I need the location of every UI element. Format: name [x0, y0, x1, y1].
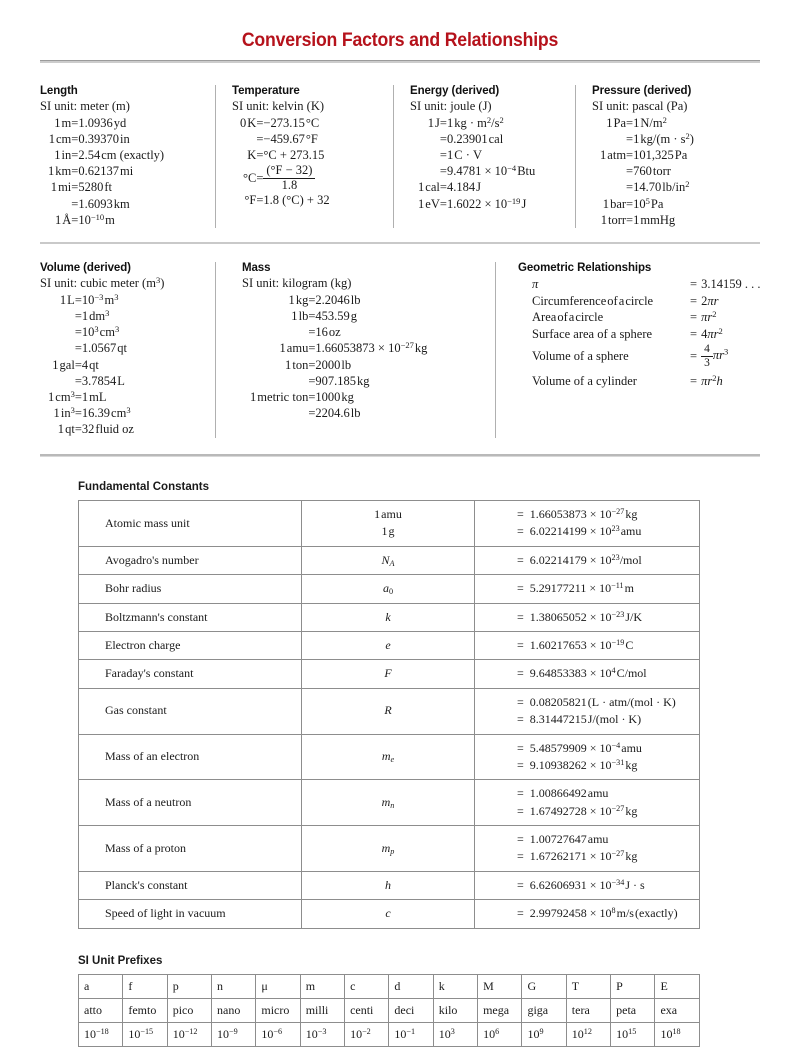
constant-symbol: $m_p$ — [302, 826, 475, 872]
band-divider-rule — [40, 242, 760, 244]
table-row — [79, 631, 700, 659]
row: 1 km = 0.62137 mi — [48, 164, 134, 179]
prefix-factor: $10^{18}$ — [655, 1022, 700, 1046]
table-row-symbols — [79, 974, 700, 998]
prefix-factor: $10^{12}$ — [566, 1022, 610, 1046]
row: = 2204.6 lb — [308, 406, 361, 421]
constant-symbol: $a_0$ — [302, 575, 475, 603]
row: = 16 oz — [308, 325, 341, 340]
constant-name: Atomic mass unit — [79, 501, 302, 547]
table-si-prefixes — [78, 974, 700, 1047]
table-geometric — [532, 276, 760, 390]
row: 1 Å = $10^{-10}$ m — [54, 211, 115, 227]
constant-value: = $5.48579909 \times 10^{-4}$ amu = $9.10938262 \times 10^{-31}$ kg — [475, 734, 700, 780]
table-row — [79, 900, 700, 928]
sphere-volume-fraction — [701, 343, 713, 369]
si-unit-pressure: SI unit: pascal (Pa) — [592, 99, 688, 113]
prefix-name: exa — [655, 998, 700, 1022]
prefix-symbol: a — [79, 974, 123, 998]
constant-value: = $6.02214179 \times 10^{23}$/mol — [475, 546, 700, 574]
si-unit-mass: SI unit: kilogram (kg) — [242, 276, 352, 291]
constant-value: = 0.08205821 (L · atm/(mol · K) = 8.31447215 J/(mol · K) — [475, 688, 700, 734]
constant-value: = $1.38065052 \times 10^{-23}$ J/K — [475, 603, 700, 631]
section-heading-mass: Mass — [242, 262, 271, 275]
row: 1 cal = 4.184 J — [418, 180, 481, 195]
constant-name: Electron charge — [79, 631, 302, 659]
section-geometric — [495, 262, 760, 438]
section-length — [40, 85, 215, 228]
row: Surface area of a sphere = $4\pi r^2$ — [532, 325, 723, 341]
prefix-name: milli — [300, 998, 344, 1022]
table-energy — [418, 115, 535, 212]
row: = 14.70 $lb/in^2$ — [626, 179, 690, 195]
section-heading-length: Length — [40, 85, 78, 97]
constant-symbol: $m_n$ — [302, 780, 475, 826]
prefix-symbol: c — [345, 974, 389, 998]
prefix-name: peta — [611, 998, 655, 1022]
row: 1 Pa = 1 $N/m^2$ — [606, 114, 667, 130]
section-pressure — [575, 85, 760, 228]
constant-name: Speed of light in vacuum — [79, 900, 302, 928]
si-unit-temperature: SI unit: kelvin (K) — [232, 99, 325, 113]
prefix-factor: $10^{15}$ — [611, 1022, 655, 1046]
constant-value: = $2.99792458 \times 10^8$ m/s (exactly) — [475, 900, 700, 928]
table-row — [79, 546, 700, 574]
si-unit-length: SI unit: meter (m) — [40, 99, 130, 113]
prefix-name: giga — [522, 998, 566, 1022]
constant-value: = $1.66053873 \times 10^{-27}$ kg = $6.02214199 \times 10^{23}$ amu — [475, 501, 700, 547]
row: 1 m = 1.0936 yd — [54, 115, 127, 130]
title-rule — [40, 60, 760, 63]
prefix-factor: $10^9$ — [522, 1022, 566, 1046]
row: 1 in = 2.54 cm (exactly) — [54, 147, 165, 162]
section-heading-volume: Volume (derived) — [40, 262, 131, 275]
section-mass — [215, 262, 495, 438]
table-row-factors — [79, 1022, 700, 1046]
constant-symbol: h — [302, 871, 475, 899]
section-energy — [393, 85, 575, 228]
prefix-name: femto — [123, 998, 167, 1022]
prefix-symbol: k — [433, 974, 477, 998]
table-mass — [250, 292, 427, 422]
prefix-name: centi — [345, 998, 389, 1022]
row: 1 cm = 0.39370 in — [48, 131, 130, 146]
conversion-band-1 — [40, 85, 760, 228]
row: 1 mi = 5280 ft — [50, 180, 113, 195]
table-row — [79, 660, 700, 688]
table-row — [79, 575, 700, 603]
section-volume — [40, 262, 215, 438]
prefix-symbol: p — [167, 974, 211, 998]
prefix-name: deci — [389, 998, 433, 1022]
constant-name: Avogadro's number — [79, 546, 302, 574]
constant-name: Mass of an electron — [79, 734, 302, 780]
constant-symbol: R — [302, 688, 475, 734]
section-heading-energy: Energy (derived) — [410, 85, 500, 97]
prefix-symbol: P — [611, 974, 655, 998]
constant-value: = $1.60217653 \times 10^{-19}$ C — [475, 631, 700, 659]
si-unit-volume: SI unit: cubic meter $(m^3)$ — [40, 275, 165, 291]
prefix-name: pico — [167, 998, 211, 1022]
row: Area of a circle = $\pi r^2$ — [532, 309, 717, 325]
table-row — [79, 826, 700, 872]
constant-symbol: 1 amu 1 g — [302, 501, 475, 547]
si-unit-energy: SI unit: joule (J) — [410, 99, 492, 113]
constant-name: Bohr radius — [79, 575, 302, 603]
page-title: Conversion Factors and Relationships — [241, 30, 559, 51]
section-heading-geometric: Geometric Relationships — [518, 262, 652, 275]
table-row — [79, 688, 700, 734]
prefix-symbol: μ — [256, 974, 300, 998]
row: = 1 $kg/(m \cdot s^2)$ — [626, 130, 694, 146]
fraction-denominator: 3 — [701, 356, 713, 369]
prefix-factor: $10^{-3}$ — [300, 1022, 344, 1046]
prefix-name: nano — [212, 998, 256, 1022]
constant-symbol: k — [302, 603, 475, 631]
section-temperature — [215, 85, 393, 228]
fundamental-constants-section — [78, 481, 800, 929]
row: = $9.4781 \times 10^{-4}$ Btu — [439, 163, 536, 179]
constant-name: Mass of a proton — [79, 826, 302, 872]
row: 0 K = −273.15 °C — [240, 115, 320, 130]
constant-symbol: $m_e$ — [302, 734, 475, 780]
row-fraction: Volume of a sphere = $\frac{4}{3}$ $\pi r^3$ — [532, 343, 729, 369]
fundamental-constants-heading: Fundamental Constants — [78, 481, 209, 493]
prefix-symbol: d — [389, 974, 433, 998]
prefix-name: kilo — [433, 998, 477, 1022]
fraction-numerator: (°F − 32) — [266, 163, 313, 178]
table-volume — [48, 292, 134, 438]
prefix-symbol: f — [123, 974, 167, 998]
row: π = 3.14159 . . . — [532, 277, 761, 292]
prefix-symbol: T — [566, 974, 610, 998]
celsius-formula-fraction — [263, 164, 315, 192]
table-row — [79, 734, 700, 780]
constant-name: Planck's constant — [79, 871, 302, 899]
prefix-name: atto — [79, 998, 123, 1022]
prefix-name: mega — [478, 998, 522, 1022]
conversion-band-2 — [40, 262, 760, 438]
fraction-denominator: 1.8 — [263, 178, 315, 193]
section-heading-pressure: Pressure (derived) — [592, 85, 692, 97]
row: 1 ton = 2000 lb — [285, 357, 352, 372]
prefix-factor: $10^{-18}$ — [79, 1022, 123, 1046]
row: 1 $cm^3$ = 1 mL — [48, 388, 107, 405]
fraction-numerator: 4 — [704, 343, 710, 356]
prefix-symbol: n — [212, 974, 256, 998]
table-fundamental-constants — [78, 500, 700, 929]
row: 1 gal = 4 qt — [52, 357, 99, 372]
constant-symbol: c — [302, 900, 475, 928]
prefix-factor: $10^{-1}$ — [389, 1022, 433, 1046]
constant-value: = $6.62606931 \times 10^{-34}$ J · s — [475, 871, 700, 899]
table-row — [79, 501, 700, 547]
row: 1 $in^3$ = 16.39 $cm^3$ — [53, 405, 131, 421]
row: 1 torr = 1 mmHg — [600, 212, 676, 227]
table-row-names — [79, 998, 700, 1022]
prefix-factor: $10^{-9}$ — [212, 1022, 256, 1046]
row: Circumference of a circle = 2πr — [532, 293, 719, 308]
prefix-symbol: G — [522, 974, 566, 998]
row: = $10^3$ $cm^3$ — [74, 324, 120, 340]
row: 1 bar = $10^5$ Pa — [602, 195, 664, 211]
prefix-symbol: m — [300, 974, 344, 998]
row: 1 eV = $1.6022 \times 10^{-19}$ J — [418, 195, 527, 211]
row: = 1.0567 qt — [74, 341, 128, 356]
constant-name: Faraday's constant — [79, 660, 302, 688]
section-heading-temperature: Temperature — [232, 85, 300, 97]
table-length — [48, 115, 164, 228]
prefix-factor: $10^{-12}$ — [167, 1022, 211, 1046]
constant-symbol: e — [302, 631, 475, 659]
constant-name: Boltzmann's constant — [79, 603, 302, 631]
row: K = °C + 273.15 — [247, 147, 325, 162]
prefix-factor: $10^{-2}$ — [345, 1022, 389, 1046]
prefix-symbol: E — [655, 974, 700, 998]
row: = −459.67 °F — [256, 131, 318, 146]
si-prefixes-heading: SI Unit Prefixes — [78, 954, 163, 967]
prefix-name: micro — [256, 998, 300, 1022]
constant-value: = $5.29177211 \times 10^{-11}$ m — [475, 575, 700, 603]
prefix-factor: $10^{-15}$ — [123, 1022, 167, 1046]
row: = 0.23901 cal — [439, 131, 504, 146]
row: 1 atm = 101,325 Pa — [600, 147, 688, 162]
table-temperature — [240, 115, 330, 209]
row: = 1 C · V — [439, 147, 483, 162]
row: 1 qt = 32 fluid oz — [57, 422, 134, 437]
constant-name: Mass of a neutron — [79, 780, 302, 826]
row: 1 kg = 2.2046 lb — [288, 292, 361, 307]
prefix-factor: $10^3$ — [433, 1022, 477, 1046]
row: 1 L = $10^{-3}$ $m^3$ — [59, 291, 119, 307]
band-bottom-rule — [40, 454, 760, 457]
constant-value: = 1.00727647 amu = $1.67262171 \times 10^{-27}$ kg — [475, 826, 700, 872]
constant-name: Gas constant — [79, 688, 302, 734]
prefix-factor: $10^{-6}$ — [256, 1022, 300, 1046]
constant-value: = $9.64853383 \times 10^4$ C/mol — [475, 660, 700, 688]
constant-symbol: $N_A$ — [302, 546, 475, 574]
table-row — [79, 603, 700, 631]
row: = 1.6093 km — [71, 196, 130, 211]
row: = 3.7854 L — [74, 373, 125, 388]
row: = 1 $dm^3$ — [74, 308, 110, 324]
table-pressure — [600, 115, 694, 228]
constant-value: = 1.00866492 amu = $1.67492728 \times 10^{-27}$ kg — [475, 780, 700, 826]
row: 1 metric ton = 1000 kg — [250, 390, 354, 405]
si-prefixes-section — [78, 955, 800, 1047]
row-fraction: °C = $\frac{(^\circ F - 32)}{1.8}$ — [240, 164, 330, 193]
table-row — [79, 871, 700, 899]
row: °F = 1.8 (°C) + 32 — [244, 193, 330, 208]
constant-symbol: F — [302, 660, 475, 688]
row: 1 lb = 453.59 g — [291, 309, 358, 324]
prefix-symbol: M — [478, 974, 522, 998]
prefix-name: tera — [566, 998, 610, 1022]
prefix-factor: $10^6$ — [478, 1022, 522, 1046]
row: 1 J = 1 kg · $m^2/s^2$ — [427, 114, 504, 130]
row: = 760 torr — [626, 164, 671, 179]
row: 1 amu = $1.66053873 \times 10^{-27}$ kg — [279, 340, 428, 356]
table-row — [79, 780, 700, 826]
row: = 907.185 kg — [308, 373, 370, 388]
row: Volume of a cylinder = $\pi r^2h$ — [532, 373, 723, 389]
